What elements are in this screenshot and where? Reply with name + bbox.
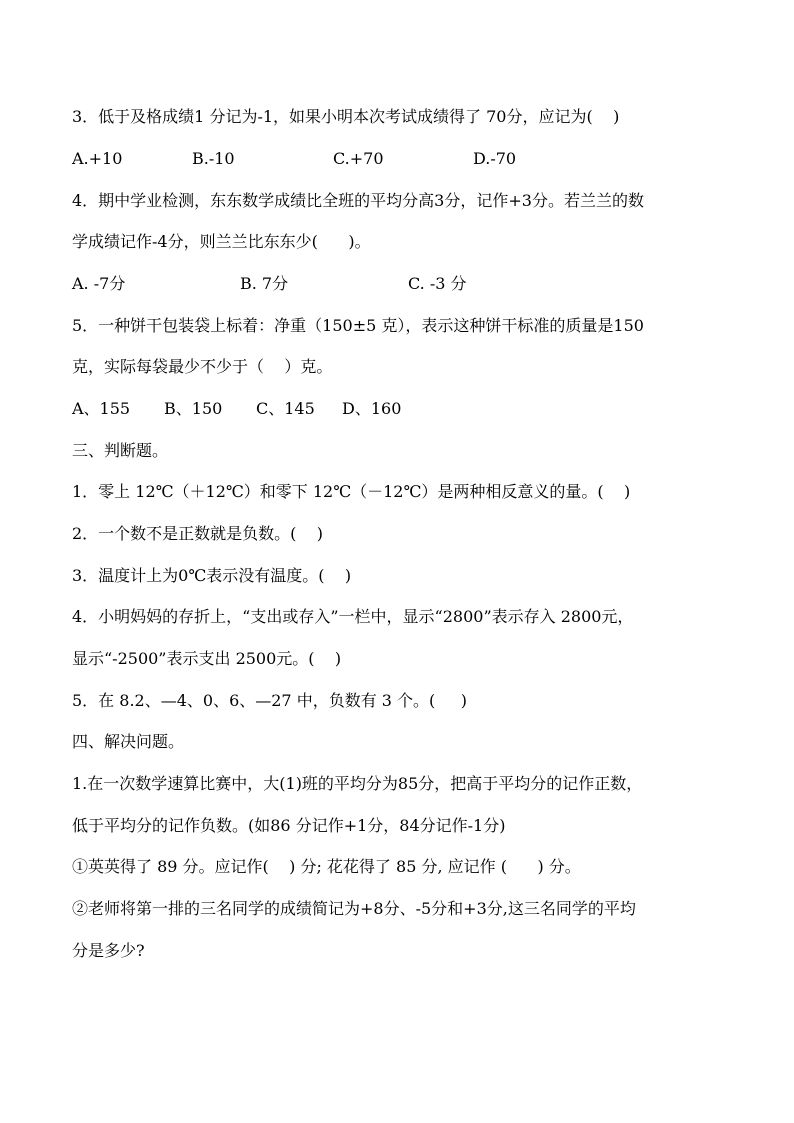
judgment-item-1: 1．零上 12℃（＋12℃）和零下 12℃（－12℃）是两种相反意义的量。( ) bbox=[72, 482, 631, 501]
problem-1-part2-line1: ②老师将第一排的三名同学的成绩简记为+8分、-5分和+3分,这三名同学的平均 bbox=[72, 899, 636, 918]
q4-option-c: C. -3 分 bbox=[408, 274, 467, 293]
problem-1-part2-line2: 分是多少? bbox=[72, 941, 145, 960]
judgment-item-4-line2: 显示“-2500”表示支出 2500元。( ) bbox=[72, 649, 342, 668]
q3-option-c: C.+70 bbox=[333, 149, 384, 168]
q5-option-c: C、145 bbox=[256, 399, 315, 418]
q3-option-a: A.+10 bbox=[72, 149, 123, 168]
q4-option-a: A. -7分 bbox=[72, 274, 126, 293]
judgment-item-5: 5．在 8.2、—4、0、6、—27 中，负数有 3 个。( ) bbox=[72, 691, 467, 710]
question-4-stem-line2: 学成绩记作-4分，则兰兰比东东少( )。 bbox=[72, 232, 371, 251]
q5-option-a: A、155 bbox=[72, 399, 131, 418]
section-4-heading: 四、解决问题。 bbox=[72, 732, 185, 751]
q3-option-d: D.-70 bbox=[473, 149, 517, 168]
judgment-item-3: 3．温度计上为0℃表示没有温度。( ) bbox=[72, 566, 352, 585]
section-3-heading: 三、判断题。 bbox=[72, 441, 169, 460]
judgment-item-2: 2．一个数不是正数就是负数。( ) bbox=[72, 524, 324, 543]
judgment-item-4-line1: 4．小明妈妈的存折上，“支出或存入”一栏中，显示“2800”表示存入 2800元， bbox=[72, 607, 634, 626]
q4-option-b: B. 7分 bbox=[240, 274, 289, 293]
question-5-stem-line1: 5．一种饼干包装袋上标着：净重（150±5 克），表示这种饼干标准的质量是150 bbox=[72, 316, 644, 335]
question-4-stem-line1: 4．期中学业检测，东东数学成绩比全班的平均分高3分，记作+3分。若兰兰的数 bbox=[72, 191, 644, 210]
question-5-stem-line2: 克，实际每袋最少不少于（ ）克。 bbox=[72, 357, 333, 376]
problem-1-part1: ①英英得了 89 分。应记作( ) 分; 花花得了 85 分, 应记作 ( ) 分。 bbox=[72, 857, 581, 876]
q5-option-d: D、160 bbox=[342, 399, 402, 418]
question-3-stem: 3．低于及格成绩1 分记为-1，如果小明本次考试成绩得了 70分，应记为( ) bbox=[72, 107, 620, 126]
problem-1-line1: 1.在一次数学速算比赛中，大(1)班的平均分为85分，把高于平均分的记作正数， bbox=[72, 774, 643, 793]
q3-option-b: B.-10 bbox=[192, 149, 235, 168]
q5-option-b: B、150 bbox=[164, 399, 223, 418]
problem-1-line2: 低于平均分的记作负数。(如86 分记作+1分，84分记作-1分) bbox=[72, 816, 506, 835]
